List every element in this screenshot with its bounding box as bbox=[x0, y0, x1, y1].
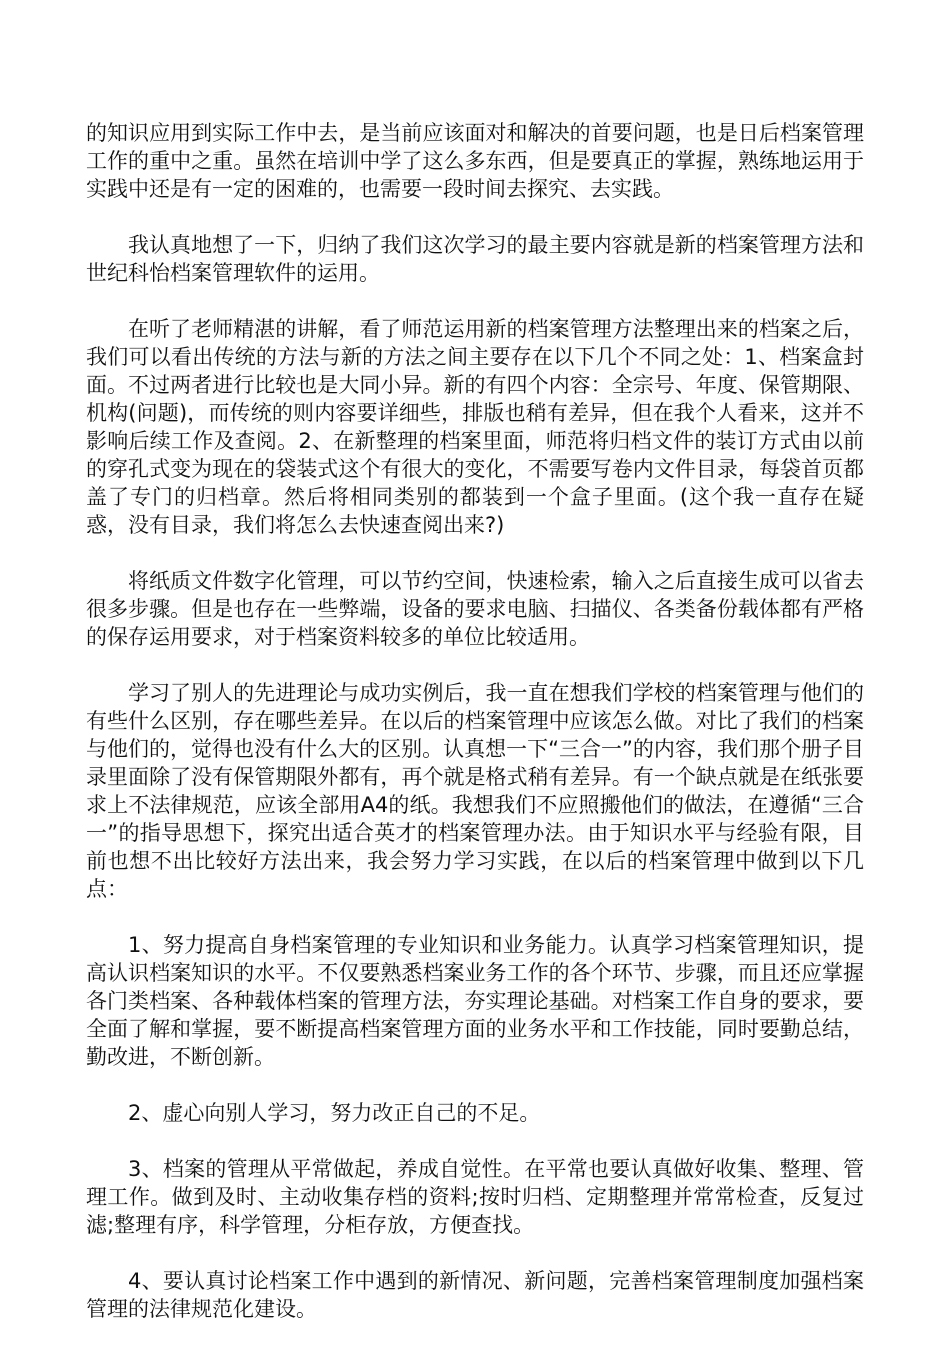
paragraph-point-2: 2、虚心向别人学习，努力改正自己的不足。 bbox=[128, 1101, 541, 1125]
paragraph-continuation: 的知识应用到实际工作中去，是当前应该面对和解决的首要问题，也是日后档案管理工作的重中之重。虽然在培训中学了这么多东西，但是要真正的掌握，熟练地运用于实践中还是有一定的困难的，也需要一段时间去探究、去实践。 bbox=[86, 121, 864, 201]
paragraph-point-4: 4、要认真讨论档案工作中遇到的新情况、新问题，完善档案管理制度加强档案管理的法律规范化建设。 bbox=[86, 1269, 864, 1321]
paragraph-point-1: 1、努力提高自身档案管理的专业知识和业务能力。认真学习档案管理知识，提高认识档案知识的水平。不仅要熟悉档案业务工作的各个环节、步骤，而且还应掌握各门类档案、各种载体档案的管理方法，夯实理论基础。对档案工作自身的要求，要全面了解和掌握，要不断提高档案管理方面的业务水平和工作技能，同时要勤总结，勤改进，不断创新。 bbox=[86, 933, 864, 1069]
paragraph-point-3: 3、档案的管理从平常做起，养成自觉性。在平常也要认真做好收集、整理、管理工作。做到及时、主动收集存档的资料;按时归档、定期整理并常常检查，反复过滤;整理有序，科学管理，分柜存放，方便查找。 bbox=[86, 1157, 864, 1237]
paragraph-digitization: 将纸质文件数字化管理，可以节约空间，快速检索，输入之后直接生成可以省去很多步骤。但是也存在一些弊端，设备的要求电脑、扫描仪、各类备份载体都有严格的保存运用要求，对于档案资料较多的单位比较适用。 bbox=[86, 569, 864, 649]
paragraph-differences: 在听了老师精湛的讲解，看了师范运用新的档案管理方法整理出来的档案之后，我们可以看出传统的方法与新的方法之间主要存在以下几个不同之处：1、档案盒封面。不过两者进行比较也是大同小异。新的有四个内容：全宗号、年度、保管期限、机构(问题)，而传统的则内容要详细些，排版也稍有差异，但在我个人看来，这并不影响后续工作及查阅。2、在新整理的档案里面，师范将归档文件的装订方式由以前的穿孔式变为现在的袋装式这个有很大的变化，不需要写卷内文件目录，每袋首页都盖了专门的归档章。然后将相同类别的都装到一个盒子里面。(这个我一直存在疑惑，没有目录，我们将怎么去快速查阅出来?) bbox=[86, 317, 864, 537]
paragraph-main-content: 我认真地想了一下，归纳了我们这次学习的最主要内容就是新的档案管理方法和世纪科怡档案管理软件的运用。 bbox=[86, 233, 864, 285]
paragraph-reflection: 学习了别人的先进理论与成功实例后，我一直在想我们学校的档案管理与他们的有些什么区别，存在哪些差异。在以后的档案管理中应该怎么做。对比了我们的档案与他们的，觉得也没有什么大的区别。认真想一下“三合一”的内容，我们那个册子目录里面除了没有保管期限外都有，再个就是格式稍有差异。有一个缺点就是在纸张要求上不法律规范，应该全部用A4的纸。我想我们不应照搬他们的做法，在遵循“三合一”的指导思想下，探究出适合英才的档案管理办法。由于知识水平与经验有限，目前也想不出比较好方法出来，我会努力学习实践，在以后的档案管理中做到以下几点： bbox=[86, 681, 864, 901]
document-page bbox=[86, 119, 864, 1351]
